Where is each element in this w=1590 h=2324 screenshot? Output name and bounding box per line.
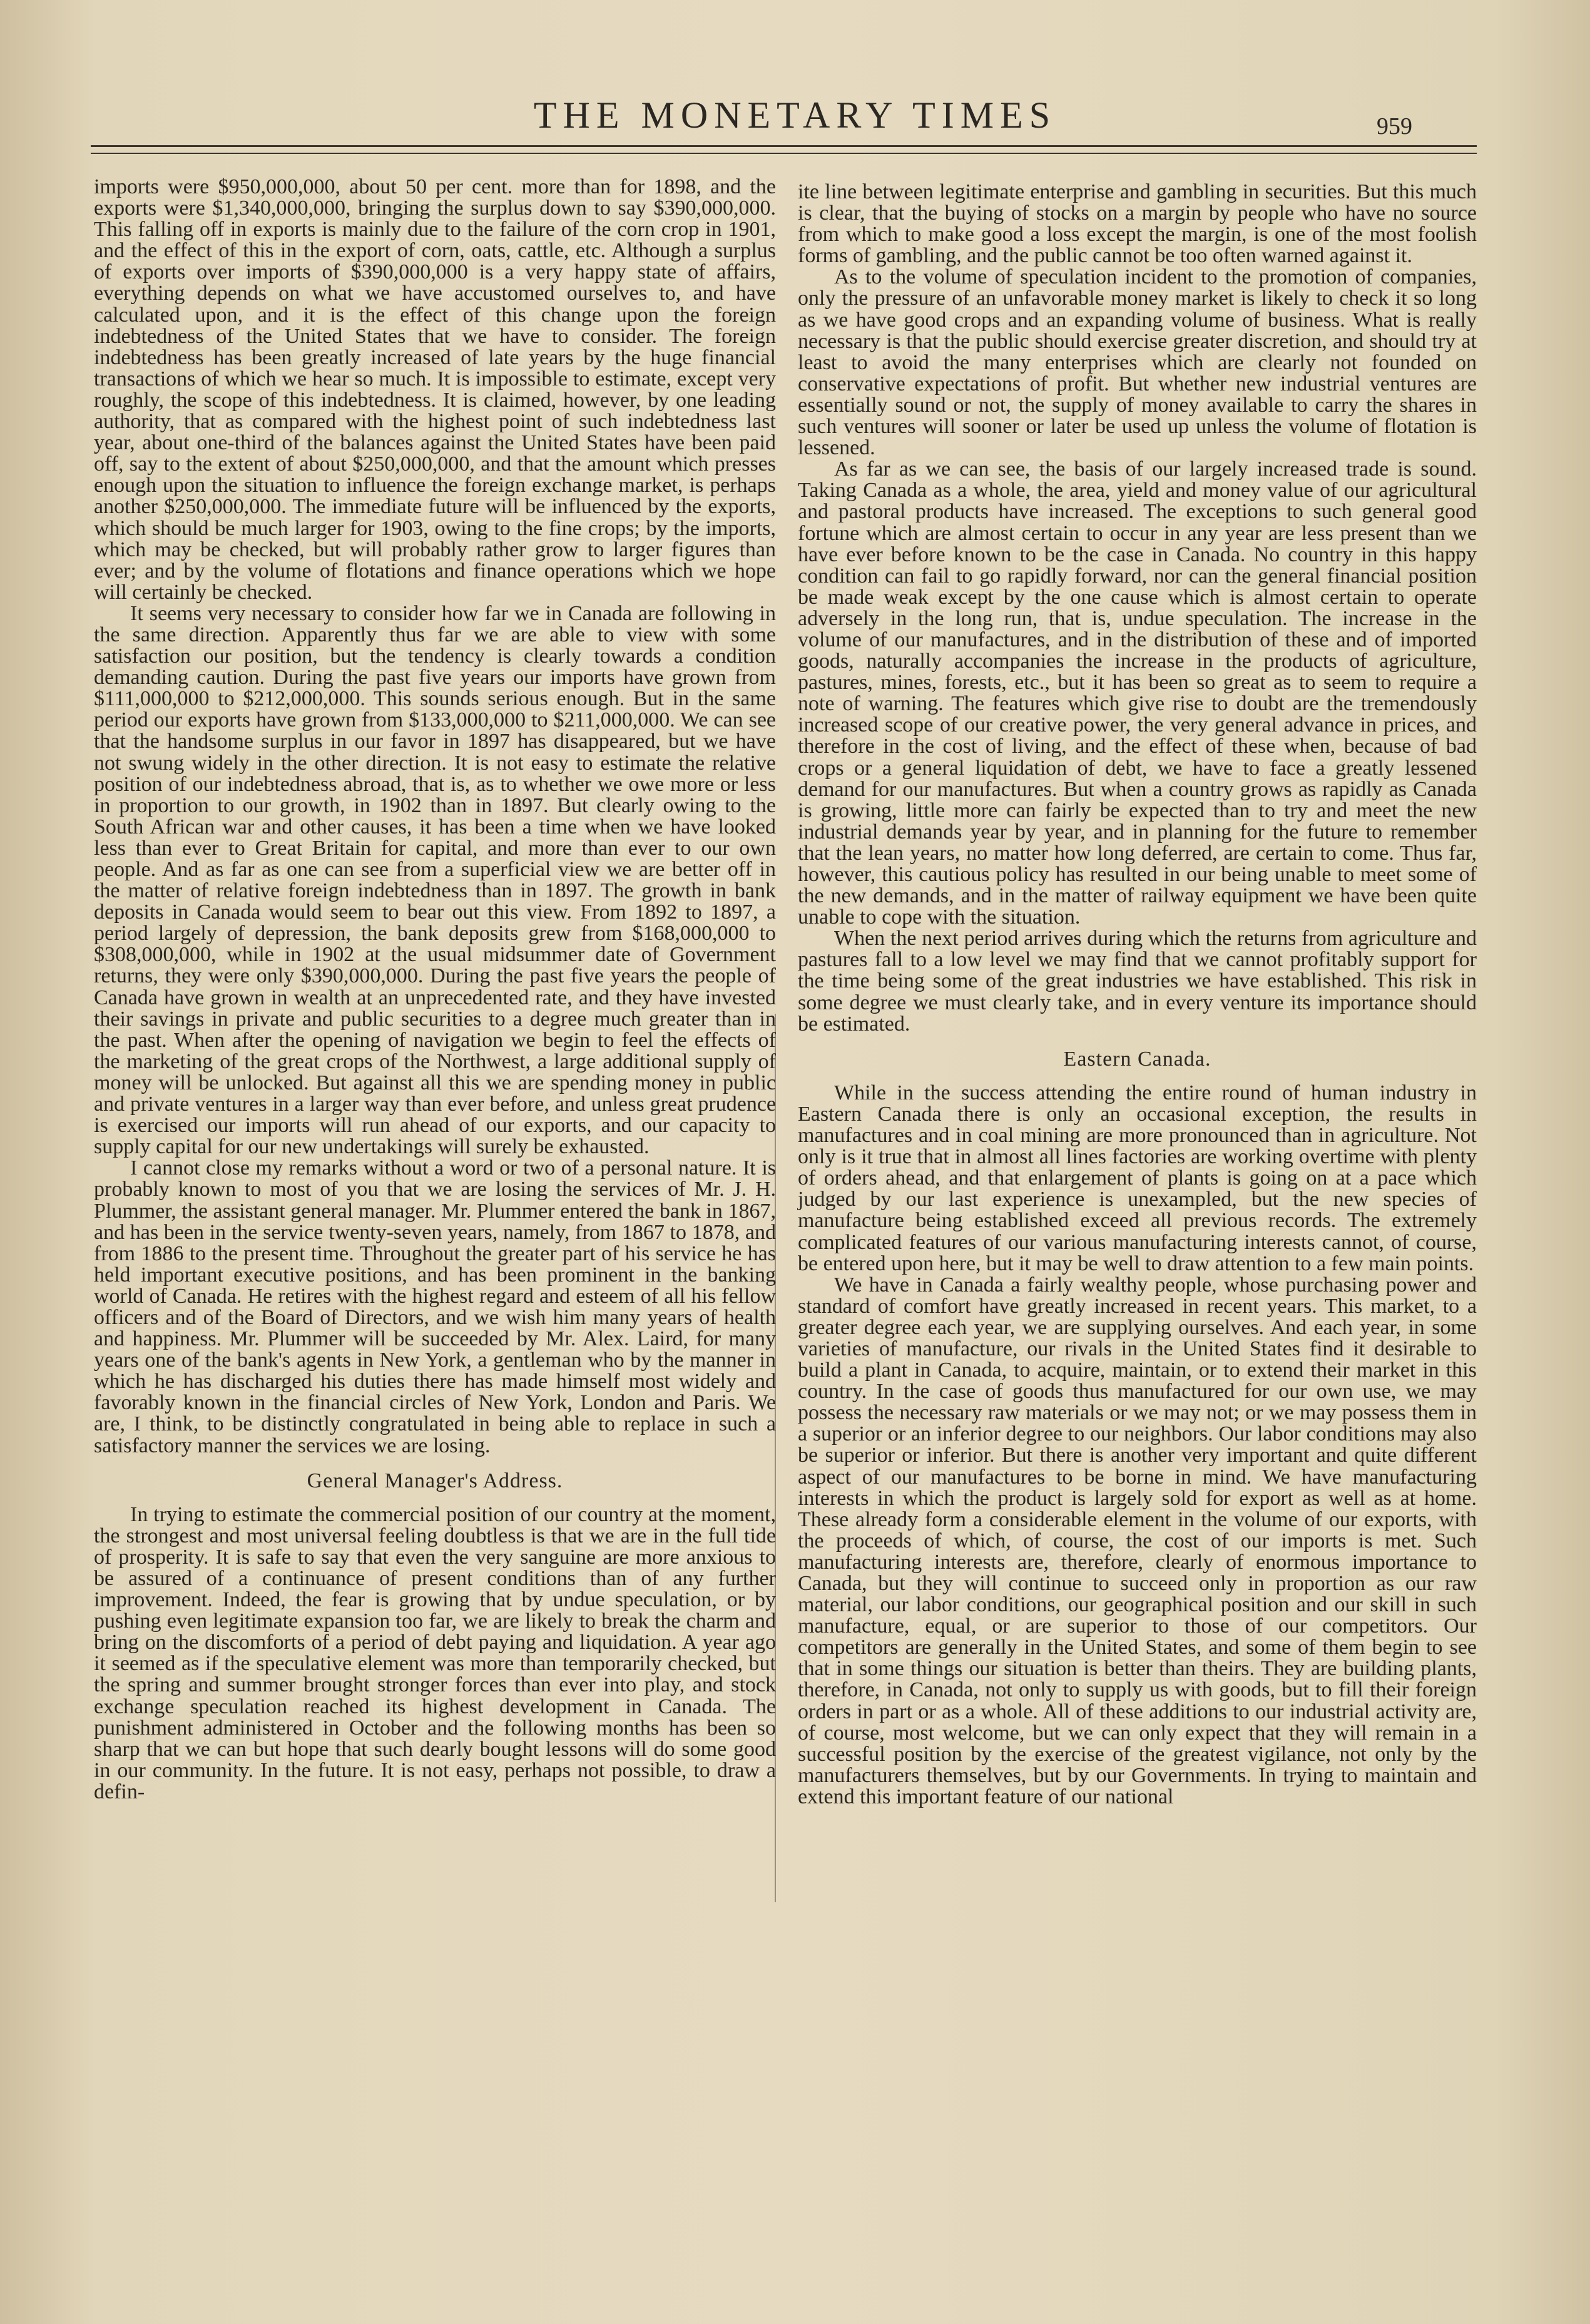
paragraph: I cannot close my remarks without a word or two of a personal nature. It is probably known to most of you that we are losing the services of Mr. J. H. Plummer, the assistant general manager. Mr. Plummer entered the bank in 1867, and has been in the service twenty-seven years, namely, from 1867 to 1878, and from 1886 to the present time. Throughout the greater part of his service he has held important executive positions, and has been prominent in the banking world of Canada. He retires with the highest regard and esteem of all his fellow officers and of the Board of Directors, and we wish him many years of health and happiness. Mr. Plummer will be succeeded by Mr. Alex. Laird, for many years one of the bank's agents in New York, a gentleman who by the manner in which he has discharged his duties there has made himself most widely and favorably known in the financial circles of New York, London and Paris. We are, I think, to be distinctly congratulated in being able to replace in such a satisfactory manner the services we are losing. bbox=[94, 1156, 776, 1457]
left-column bbox=[94, 176, 776, 2223]
paragraph: We have in Canada a fairly wealthy people, whose purchasing power and standard of comfort have greatly increased in recent years. This market, to a greater degree each year, we are supplying ourselves. And each year, in some varieties of manufacture, our rivals in the United States find it desirable to build a plant in Canada, to acquire, maintain, or to extend their market in this country. In the case of goods thus manufactured for our own use, we may possess the necessary raw materials or we may not; or we may possess them in a superior or an inferior degree to our neighbors. Our labor conditions may also be superior or inferior. But there is another very important and quite different aspect of our manufactures to be borne in mind. We have manufacturing interests in which the product is largely sold for export as well as at home. These already form a considerable element in the volume of our exports, with the proceeds of which, of course, the cost of our imports is met. Such manufacturing interests are, therefore, clearly of enormous importance to Canada, but they will continue to succeed only in proportion as our raw material, our labor conditions, our geographical position and our skill in such manufacture, equal, or are superior to those of our competitors. Our competitors are generally in the United States, and some of them begin to see that in some things our situation is better than theirs. They are building plants, therefore, in Canada, not only to supply us with goods, but to fill their foreign orders in part or as a whole. All of these additions to our industrial activity are, of course, most welcome, but we can only expect that they will remain in a successful position by the exercise of the greatest vigilance, not only by the manufacturers themselves, but by our Governments. In trying to maintain and extend this important feature of our national bbox=[798, 1273, 1477, 1808]
paragraph: While in the success attending the entire round of human industry in Eastern Canada there is only an occasional exception, the results in manufactures and in coal mining are more pronounced than in agriculture. Not only is it true that in almost all lines factories are working overtime with plenty of orders ahead, and that enlargement of plants is going on at a pace which judged by our last experience is unexampled, but the new species of manufacture being established exceed all previous records. The extremely complicated features of our various manufacturing interests cannot, of course, be entered upon here, but it may be well to draw attention to a few main points. bbox=[798, 1081, 1477, 1275]
section-heading: General Manager's Address. bbox=[307, 1469, 563, 1492]
right-column bbox=[798, 181, 1477, 2240]
paragraph: As to the volume of speculation incident to the promotion of companies, only the pressure of an unfavorable money market is likely to check it so long as we have good crops and an expanding volume of business. What is really necessary is that the public should exercise greater discretion, and should try at least to avoid the many enterprises which are clearly not founded on conservative expectations of profit. But whether new industrial ventures are essentially sound or not, the supply of money available to carry the shares in such ventures will sooner or later be used up unless the volume of flotation is lessened. bbox=[798, 265, 1477, 460]
column-divider bbox=[775, 1014, 776, 1902]
masthead: THE MONETARY TIMES bbox=[533, 94, 1057, 136]
header-rule-top bbox=[91, 145, 1477, 147]
header-rule-bottom bbox=[91, 153, 1477, 154]
section-heading: Eastern Canada. bbox=[1063, 1047, 1211, 1071]
paragraph: As far as we can see, the basis of our largely increased trade is sound. Taking Canada as a whole, the area, yield and money value of our agricultural and pastoral products have increased. The exceptions to such general good fortune which are almost certain to occur in any year are less present than we have ever before known to be the case in Canada. No country in this happy condition can fail to go rapidly forward, nor can the general financial position be made weak except by the one cause which is almost certain to operate adversely in the long run, that is, undue speculation. The increase in the volume of our manufactures, and in the distribution of these and of imported goods, naturally accompanies the increase in the products of agriculture, pastures, mines, forests, etc., but it has been so great as to seem to require a note of warning. The features which give rise to doubt are the tremendously increased scope of our creative power, the very general advance in prices, and therefore in the cost of living, and the effect of these when, because of bad crops or a general liquidation of debt, we have to face a greatly lessened demand for our manufactures. But when a country grows as rapidly as Canada is growing, little more can fairly be expected than to try and meet the new industrial demands year by year, and in planning for the future to remember that the lean years, no matter how long deferred, are certain to come. Thus far, however, this cautious policy has resulted in our being unable to meet some of the new demands, and in the matter of railway equipment we have been quite unable to cope with the situation. bbox=[798, 457, 1477, 929]
paragraph: imports were $950,000,000, about 50 per cent. more than for 1898, and the exports were $1,340,000,000, bringing the surplus down to say $390,000,000. This falling off in exports is mainly due to the failure of the corn crop in 1901, and the effect of this in the export of corn, oats, cattle, etc. Although a surplus of exports over imports of $390,000,000 is a very happy state of affairs, everything depends on what we have accustomed ourselves to, and have calculated upon, and it is the effect of this change upon the foreign indebtedness of the United States that we have to consider. The foreign indebtedness has been greatly increased of late years by the huge financial transactions of which we hear so much. It is impossible to estimate, except very roughly, the scope of this indebtedness. It is claimed, however, by one leading authority, that as compared with the highest point of such indebtedness last year, about one-third of the balances against the United States have been paid off, say to the extent of about $250,000,000, and that the amount which presses enough upon the situation to influence the foreign exchange market, is perhaps another $250,000,000. The immediate future will be influenced by the exports, which should be much larger for 1903, owing to the fine crops; by the imports, which may be checked, but will probably rather grow to larger figures than ever; and by the volume of flotations and finance operations which we hope will certainly be checked. bbox=[94, 175, 776, 604]
paragraph: ite line between legitimate enterprise and gambling in securities. But this much is clear, that the buying of stocks on a margin by people who have no source from which to make good a loss except the margin, is one of the most foolish forms of gambling, and the public cannot be too often warned against it. bbox=[798, 180, 1477, 268]
paragraph: It seems very necessary to consider how far we in Canada are following in the same direction. Apparently thus far we are able to view with some satisfaction our position, but the tendency is clearly towards a condition demanding caution. During the past five years our imports have grown from $111,000,000 to $212,000,000. This sounds serious enough. But in the same period our exports have grown from $133,000,000 to $211,000,000. We can see that the handsome surplus in our favor in 1897 has disappeared, but we have not swung widely in the other direction. It is not easy to estimate the relative position of our indebtedness abroad, that is, as to whether we owe more or less in proportion to our growth, in 1902 than in 1897. But clearly owing to the South African war and other causes, it has been a time when we have looked less than ever to Great Britain for capital, and more than ever to our own people. And as far as one can see from a superficial view we are better off in the matter of relative foreign indebtedness than in 1897. The growth in bank deposits in Canada would seem to bear out this view. From 1892 to 1897, a period largely of depression, the bank deposits grew from $168,000,000 to $308,000,000, while in 1902 at the usual midsummer date of Government returns, they were only $390,000,000. During the past five years the people of Canada have grown in wealth at an unprecedented rate, and they have invested their savings in private and public securities to a degree much greater than in the past. When after the opening of navigation we begin to feel the effects of the marketing of the great crops of the Northwest, a large additional supply of money will be unlocked. But against all this we are spending money in public and private ventures in a larger way than ever before, and unless great prudence is exercised our imports will run ahead of our exports, and our capacity to supply capital for our new undertakings will surely be exhausted. bbox=[94, 601, 776, 1159]
paragraph: When the next period arrives during which the returns from agriculture and pastures fall to a low level we may find that we cannot profitably support for the time being some of the great industries we have established. This risk in some degree we must clearly take, and in every venture its importance should be estimated. bbox=[798, 927, 1477, 1036]
paragraph: In trying to estimate the commercial position of our country at the moment, the strongest and most universal feeling doubtless is that we are in the full tide of prosperity. It is safe to say that even the very sanguine are more anxious to be assured of a continuance of present conditions than of any further improvement. Indeed, the fear is growing that by undue speculation, or by pushing even legitimate expansion too far, we are likely to break the charm and bring on the discomforts of a period of debt paying and liquidation. A year ago it seemed as if the speculative element was more than temporarily checked, but the spring and summer brought stronger forces than ever into play, and stock exchange speculation reached its highest development in Canada. The punishment administered in October and the following months has been so sharp that we can but hope that such dearly bought lessons will do some good in our community. In the future. It is not easy, perhaps not possible, to draw a defin- bbox=[94, 1502, 776, 1803]
page-number: 959 bbox=[1377, 113, 1412, 140]
